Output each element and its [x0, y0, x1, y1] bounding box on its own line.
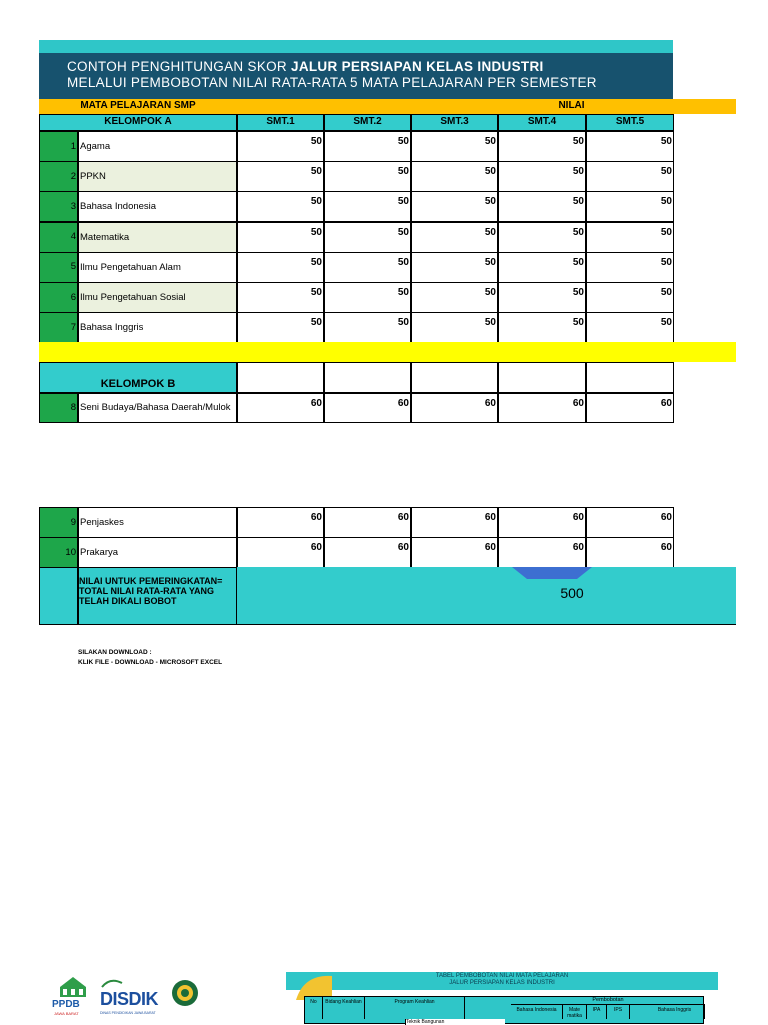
- score-cell: 50: [498, 312, 586, 343]
- score-cell: 50: [586, 282, 674, 313]
- page-title-line2: MELALUI PEMBOBOTAN NILAI RATA-RATA 5 MATA PELAJARAN PER SEMESTER: [67, 75, 597, 90]
- score-cell: 50: [586, 191, 674, 222]
- disdik-logo-text: DISDIK: [100, 989, 159, 1009]
- score-cell: 50: [498, 222, 586, 253]
- download-note-line1: SILAKAN DOWNLOAD :: [78, 649, 152, 656]
- empty-header-cell: [498, 362, 586, 393]
- disdik-logo-sub: DINAS PENDIDIKAN JAWA BARAT: [100, 1011, 156, 1015]
- score-cell: 50: [237, 312, 324, 343]
- header-nilai: NILAI: [237, 99, 736, 114]
- thumb-column-header: IPA: [587, 1005, 607, 1019]
- header-semester: SMT.3: [411, 114, 498, 131]
- subject-name: Agama: [78, 131, 237, 162]
- score-cell: 60: [498, 507, 586, 538]
- subject-name: Ilmu Pengetahuan Alam: [78, 252, 237, 283]
- subject-name: Matematika: [78, 222, 237, 253]
- separator-row: [39, 342, 736, 362]
- score-cell: 50: [498, 282, 586, 313]
- row-number-cell: [39, 507, 78, 538]
- score-cell: 50: [324, 161, 411, 192]
- row-number: 8: [70, 402, 76, 413]
- score-cell: 50: [586, 252, 674, 283]
- subject-name: PPKN: [78, 161, 237, 192]
- score-cell: 50: [324, 312, 411, 343]
- arrow-down-icon: [507, 567, 597, 581]
- row-number: 2: [70, 170, 76, 182]
- thumb-first-row: Teknik Bangunan: [405, 1019, 505, 1025]
- ppdb-logo-sub: JAWA BARAT: [54, 1011, 79, 1016]
- score-cell: 60: [237, 537, 324, 568]
- row-number-cell: [39, 312, 78, 343]
- header-mapel: MATA PELAJARAN SMP: [39, 99, 237, 114]
- row-number: 9: [70, 516, 76, 528]
- empty-header-cell: [586, 362, 674, 393]
- score-cell: 50: [411, 282, 498, 313]
- score-cell: 50: [411, 312, 498, 343]
- score-cell: 60: [411, 537, 498, 568]
- score-cell: 50: [237, 131, 324, 162]
- page-title-line1: CONTOH PENGHITUNGAN SKOR JALUR PERSIAPAN KELAS INDUSTRI: [67, 59, 544, 74]
- score-cell: 50: [498, 131, 586, 162]
- thumb-table: [304, 996, 704, 1024]
- score-cell: 50: [237, 191, 324, 222]
- score-cell: 60: [411, 393, 498, 423]
- row-number-cell: [39, 131, 78, 162]
- row-number: 3: [70, 200, 76, 212]
- score-cell: 60: [498, 537, 586, 568]
- score-cell: 50: [324, 282, 411, 313]
- ppdb-logo-text: PPDB: [52, 999, 80, 1010]
- row-number: 5: [70, 261, 76, 273]
- score-cell: 50: [324, 191, 411, 222]
- thumb-title-line2: JALUR PERSIAPAN KELAS INDUSTRI: [449, 980, 555, 986]
- score-cell: 50: [586, 222, 674, 253]
- score-cell: 50: [411, 252, 498, 283]
- score-cell: 50: [237, 282, 324, 313]
- score-cell: 60: [237, 393, 324, 423]
- thumb-column-header: Bahasa Indonesia: [511, 1005, 563, 1019]
- score-cell: 60: [324, 507, 411, 538]
- score-cell: 50: [324, 222, 411, 253]
- total-label-line2: TOTAL NILAI RATA-RATA YANG: [79, 586, 214, 596]
- score-cell: 50: [411, 222, 498, 253]
- subject-name: Ilmu Pengetahuan Sosial: [78, 282, 237, 313]
- total-value-cell: [237, 567, 736, 625]
- subject-name: Bahasa Inggris: [78, 312, 237, 343]
- score-cell: 50: [411, 131, 498, 162]
- subject-name: Bahasa Indonesia: [78, 191, 237, 222]
- row-number-cell: [39, 537, 78, 568]
- score-cell: 50: [237, 161, 324, 192]
- thumb-column-header: No: [305, 997, 323, 1019]
- score-cell: 60: [586, 393, 674, 423]
- row-number: 4: [70, 231, 76, 243]
- score-cell: 50: [586, 161, 674, 192]
- header-semester: SMT.2: [324, 114, 411, 131]
- header-semester: SMT.4: [498, 114, 586, 131]
- score-cell: 50: [498, 161, 586, 192]
- row-number-cell: [39, 282, 78, 313]
- total-label-line3: TELAH DIKALI BOBOT: [79, 596, 177, 606]
- row-number: 1: [70, 140, 76, 152]
- score-cell: 60: [498, 393, 586, 423]
- score-cell: 50: [411, 191, 498, 222]
- page-title-banner: [39, 40, 673, 99]
- weighting-table-thumbnail: [286, 972, 718, 1024]
- thumb-column-header: Bidang Keahlian: [323, 997, 365, 1019]
- score-cell: 60: [237, 507, 324, 538]
- empty-header-cell: [411, 362, 498, 393]
- score-cell: 60: [586, 507, 674, 538]
- download-note: [78, 648, 222, 668]
- score-cell: 60: [324, 393, 411, 423]
- banner-stripe: [39, 40, 673, 53]
- thumb-group: Pembobotan: [511, 997, 705, 1005]
- score-cell: 50: [237, 222, 324, 253]
- subject-name: Prakarya: [78, 537, 237, 568]
- header-kelompok-a: KELOMPOK A: [39, 114, 237, 131]
- empty-header-cell: [237, 362, 324, 393]
- total-value: 500: [560, 585, 584, 601]
- total-label-line1: NILAI UNTUK PEMERINGKATAN=: [79, 576, 223, 586]
- total-spacer: [39, 567, 78, 625]
- score-cell: 50: [498, 191, 586, 222]
- total-label: [78, 567, 237, 625]
- logo-bar: [40, 975, 230, 1024]
- thumb-title: [286, 973, 718, 987]
- row-number-cell: [39, 222, 78, 253]
- score-cell: 50: [411, 161, 498, 192]
- header-semester: SMT.1: [237, 114, 324, 131]
- thumb-column-header: Program Keahlian: [365, 997, 465, 1019]
- row-number-cell: [39, 161, 78, 192]
- row-number: 10: [65, 546, 76, 558]
- subject-name: Seni Budaya/Bahasa Daerah/Mulok: [78, 393, 237, 423]
- empty-header-cell: [324, 362, 411, 393]
- row-number-cell: [39, 191, 78, 222]
- thumb-column-header: Bahasa Inggris: [645, 1005, 705, 1019]
- score-cell: 50: [498, 252, 586, 283]
- header-kelompok-b: KELOMPOK B: [39, 362, 237, 393]
- thumb-column-header: Mate matika: [563, 1005, 587, 1019]
- score-cell: 60: [586, 537, 674, 568]
- score-cell: 50: [324, 252, 411, 283]
- score-cell: 50: [237, 252, 324, 283]
- row-number: 6: [70, 291, 76, 303]
- row-number: 7: [70, 321, 76, 333]
- score-cell: 50: [586, 312, 674, 343]
- score-cell: 50: [586, 131, 674, 162]
- score-cell: 60: [411, 507, 498, 538]
- row-number-cell: [39, 252, 78, 283]
- subject-name: Penjaskes: [78, 507, 237, 538]
- score-cell: 50: [324, 131, 411, 162]
- header-semester: SMT.5: [586, 114, 674, 131]
- thumb-title-line1: TABEL PEMBOBOTAN NILAI MATA PELAJARAN: [435, 973, 569, 979]
- thumb-column-header: IPS: [607, 1005, 630, 1019]
- row-number-cell: [39, 393, 78, 423]
- score-cell: 60: [324, 537, 411, 568]
- download-note-line2: KLIK FILE - DOWNLOAD - MICROSOFT EXCEL: [78, 659, 223, 666]
